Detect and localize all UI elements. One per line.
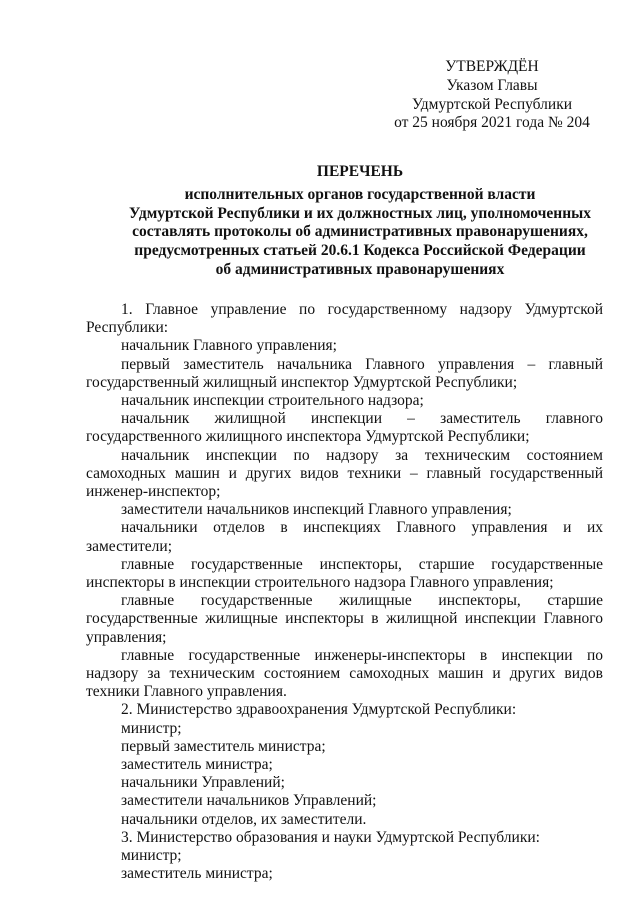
- approval-authority: Указом Главы: [446, 76, 538, 94]
- official-position: заместитель министра;: [121, 865, 273, 883]
- document-subtitle-line: об административных правонарушениях: [215, 260, 505, 278]
- official-position: заместители начальников инспекций Главного управления;: [121, 501, 512, 519]
- section-heading: 3. Министерство образования и науки Удмуртской Республики:: [121, 828, 540, 846]
- official-position: начальники отделов, их заместители.: [121, 810, 367, 828]
- approval-status: УТВЕРЖДЁН: [445, 58, 539, 75]
- official-position: начальник инспекции по надзору за техническим состоянием самоходных машин и других видов техники – главный государственный инженер-инспектор;: [86, 446, 603, 501]
- official-position: первый заместитель министра;: [121, 737, 326, 755]
- document-subtitle-line: исполнительных органов государственной власти: [184, 185, 536, 203]
- document-title: ПЕРЕЧЕНЬ: [316, 163, 404, 180]
- approval-block: [392, 58, 592, 133]
- official-position: начальники Управлений;: [121, 774, 285, 792]
- official-position: начальник жилищной инспекции – заместитель главного государственного жилищного инспектора Удмуртской Республики;: [86, 410, 603, 446]
- official-position: министр;: [121, 847, 182, 865]
- official-position: начальники отделов в инспекциях Главного управления и их заместители;: [86, 519, 603, 555]
- document-subtitle-line: предусмотренных статьей 20.6.1 Кодекса Российской Федерации: [134, 242, 586, 260]
- official-position: заместитель министра;: [121, 756, 273, 774]
- official-position: главные государственные жилищные инспекторы, старшие государственные жилищные инспекторы в жилищной инспекции Главного управления;: [86, 592, 603, 646]
- official-position: главные государственные инженеры-инспекторы в инспекции по надзору за техническим состоянием самоходных машин и других видов техники Главного управления.: [86, 646, 603, 701]
- document-subtitle-line: составлять протоколы об административных правонарушениях,: [132, 223, 588, 241]
- official-position: министр;: [121, 719, 182, 737]
- official-position: первый заместитель начальника Главного управления – главный государственный жилищный инспектор Удмуртской Республики;: [86, 355, 603, 391]
- document-subtitle-line: Удмуртской Республики и их должностных лиц, уполномоченных: [129, 204, 591, 222]
- section-heading: 2. Министерство здравоохранения Удмуртской Республики:: [121, 701, 517, 719]
- document-body: [86, 301, 603, 884]
- approval-region: Удмуртской Республики: [411, 95, 573, 113]
- document-heading: [80, 163, 640, 280]
- section-heading: 1. Главное управление по государственному надзору Удмуртской Республики:: [86, 301, 603, 337]
- official-position: начальник Главного управления;: [121, 337, 337, 355]
- official-position: начальник инспекции строительного надзора;: [121, 392, 424, 410]
- official-position: главные государственные инспекторы, старшие государственные инспекторы в инспекции строительного надзора Главного управления;: [86, 555, 603, 592]
- approval-date-number: от 25 ноября 2021 года № 204: [394, 114, 590, 132]
- official-position: заместители начальников Управлений;: [121, 792, 377, 810]
